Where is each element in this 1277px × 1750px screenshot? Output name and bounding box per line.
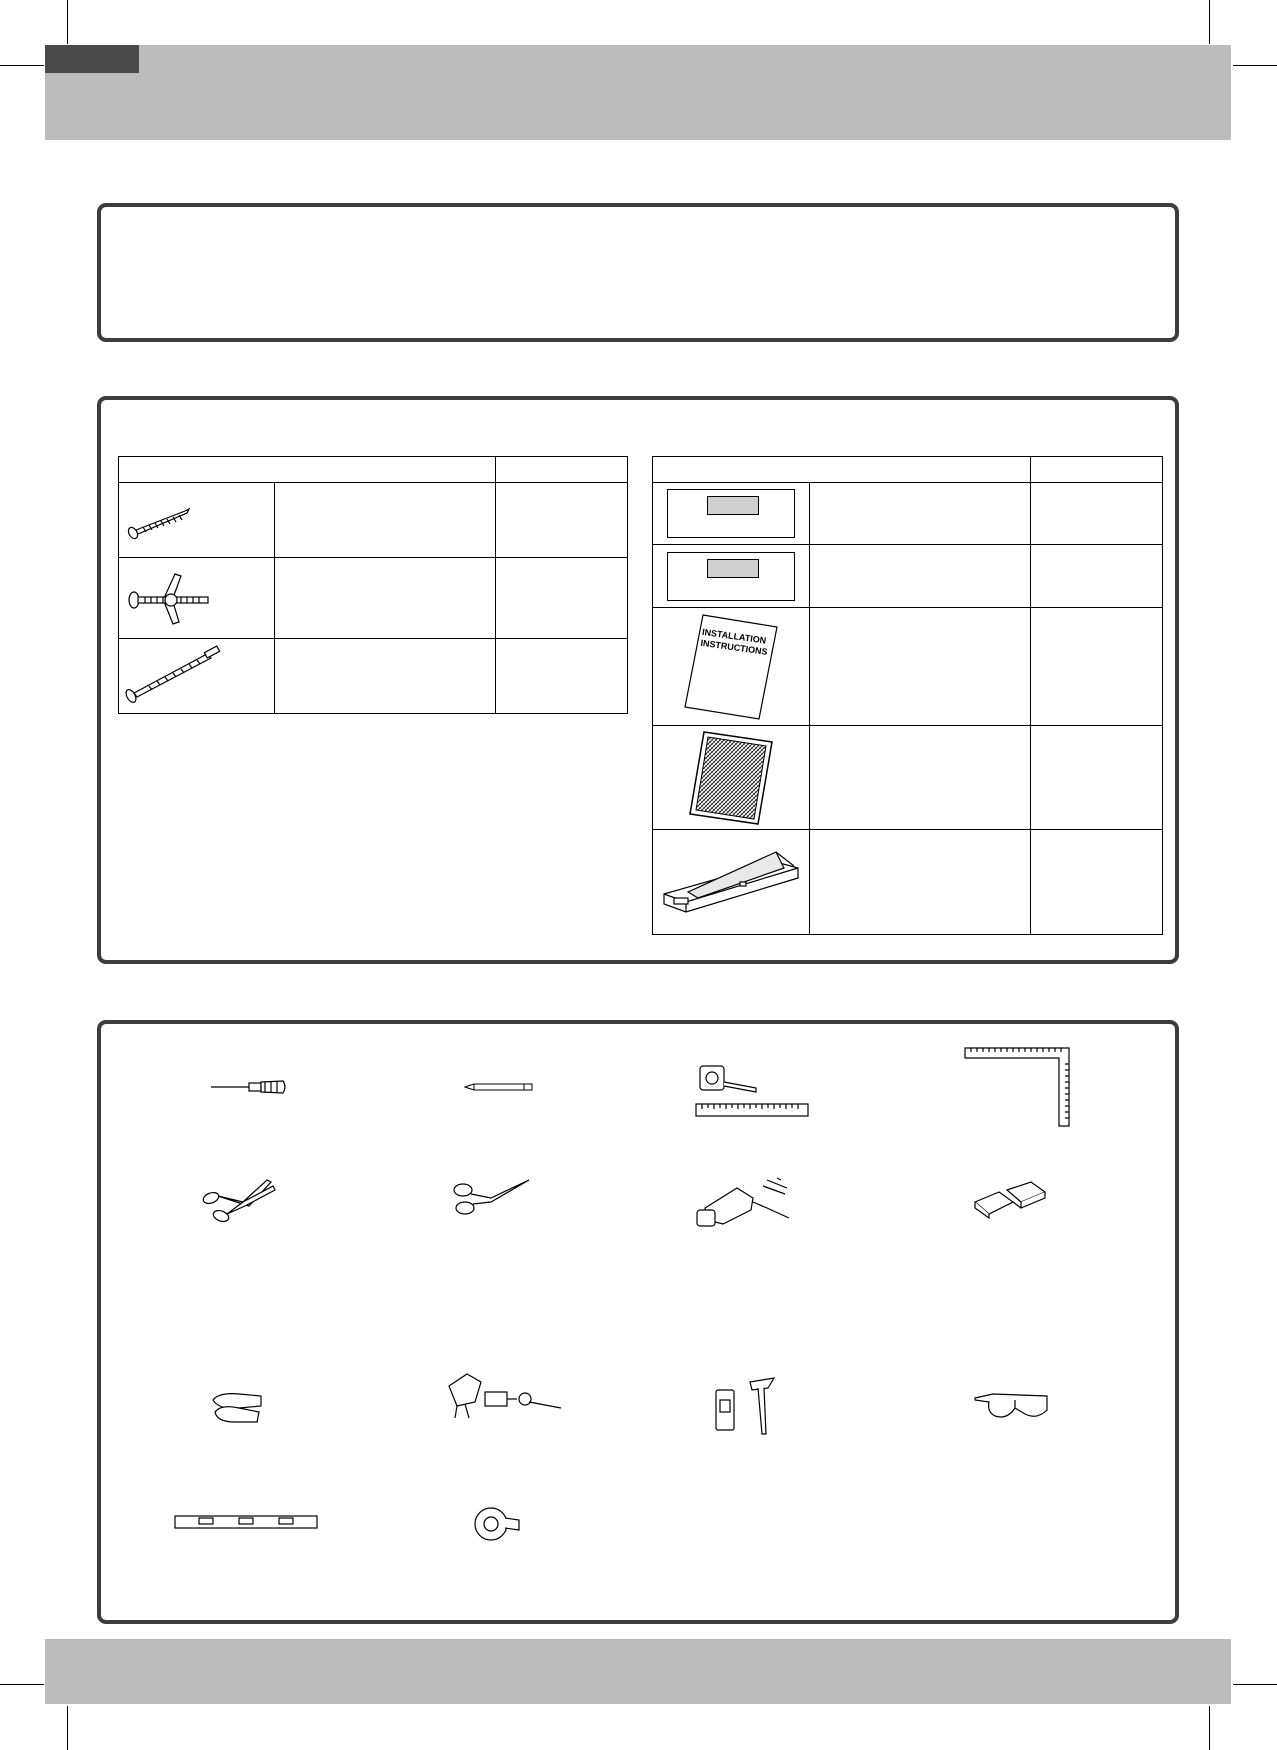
crop-mark <box>1233 65 1277 66</box>
table-row <box>653 608 1163 726</box>
header-tab <box>45 45 139 73</box>
instruction-booklet-icon <box>653 608 810 726</box>
footer-band <box>45 1639 1231 1704</box>
crop-mark <box>0 1684 44 1685</box>
screwdriver-icon <box>209 1078 289 1096</box>
table-header-part <box>119 457 496 483</box>
table-row <box>119 558 628 639</box>
label-sticker-icon <box>667 552 795 601</box>
crop-mark <box>1233 1684 1277 1685</box>
label-sticker-icon <box>667 489 795 538</box>
parts-table-right <box>652 456 1163 935</box>
jigsaw-icon <box>445 1368 565 1426</box>
parts-panel <box>97 396 1179 964</box>
crop-mark <box>0 65 44 66</box>
long-bolt-icon <box>119 639 275 714</box>
pencil-icon <box>464 1082 534 1092</box>
carpenter-square-icon <box>963 1046 1071 1128</box>
stud-finder-icon <box>973 1180 1049 1220</box>
hammer-icon <box>712 1374 782 1436</box>
table-row <box>119 483 628 558</box>
toggle-bolt-icon <box>119 558 275 639</box>
level-icon <box>173 1512 319 1532</box>
drill-icon <box>693 1174 793 1230</box>
crop-mark <box>1209 1706 1210 1750</box>
table-row <box>119 639 628 714</box>
crop-mark <box>67 0 68 44</box>
tin-snips-icon <box>199 1176 279 1226</box>
duct-tape-icon <box>471 1504 521 1544</box>
parts-table-left <box>118 456 628 714</box>
exhaust-adapter-icon <box>653 830 810 935</box>
screw-icon <box>119 483 275 558</box>
table-row <box>653 726 1163 830</box>
tape-measure-ruler-icon <box>694 1062 810 1122</box>
intro-panel <box>97 203 1179 342</box>
header-band <box>45 45 1231 140</box>
scissors-icon <box>451 1176 531 1220</box>
grease-filter-icon <box>653 726 810 830</box>
gloves-icon <box>209 1386 265 1426</box>
table-row <box>653 545 1163 608</box>
table-row <box>653 483 1163 545</box>
crop-mark <box>1209 0 1210 44</box>
table-header-qty <box>1030 457 1162 483</box>
safety-glasses-icon <box>973 1390 1053 1424</box>
table-header-part <box>653 457 1031 483</box>
crop-mark <box>67 1706 68 1750</box>
table-header-qty <box>495 457 627 483</box>
tools-panel <box>97 1020 1179 1624</box>
booklet-title: INSTALLATION INSTRUCTIONS <box>699 626 769 657</box>
table-row <box>653 830 1163 935</box>
